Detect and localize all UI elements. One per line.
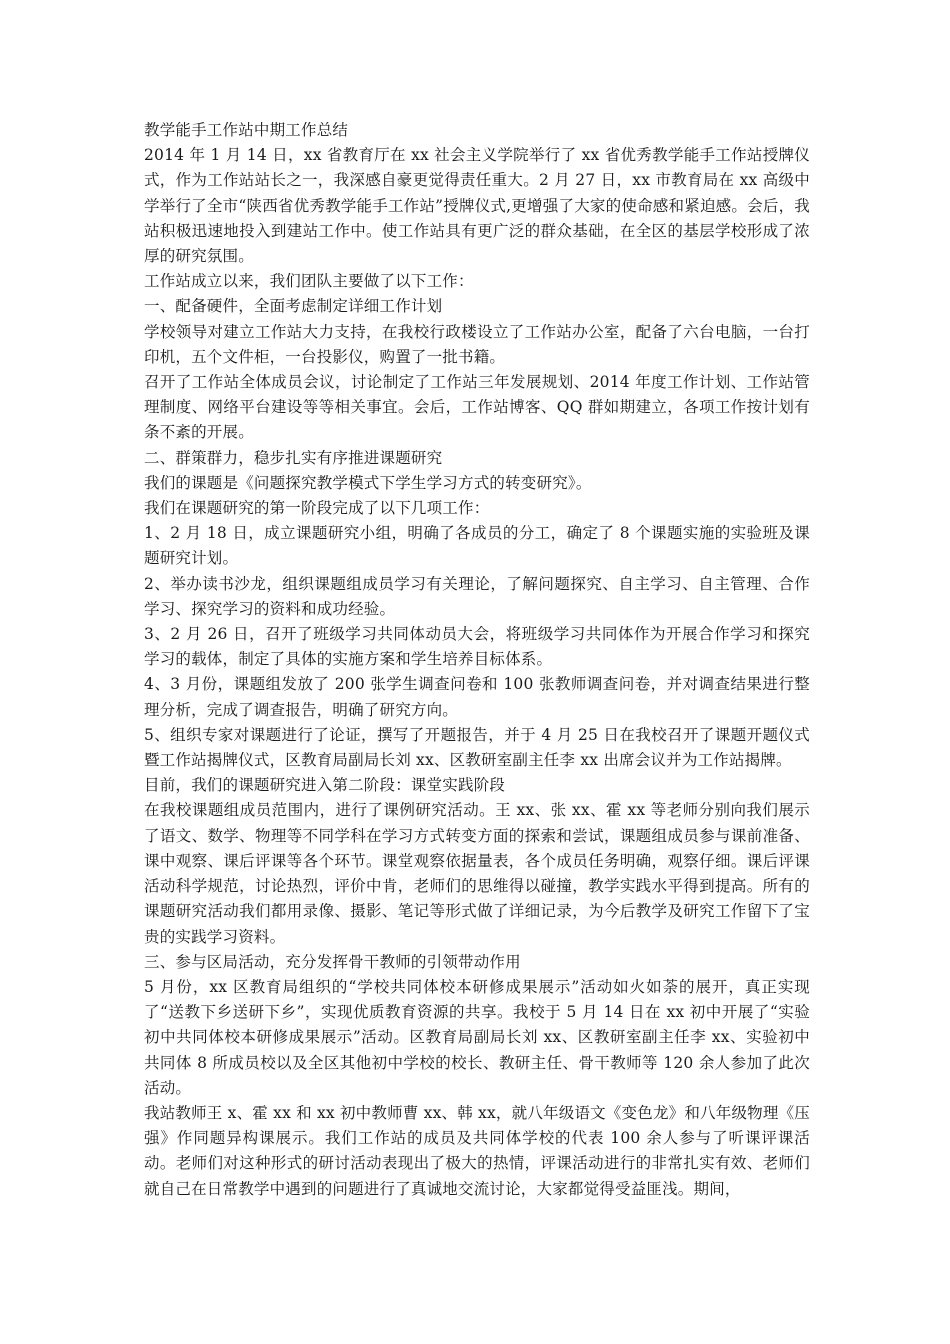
paragraph-demo-lessons: 我站教师王 x、霍 xx 和 xx 初中教师曹 xx、韩 xx，就八年级语文《变色龙》和八年级物理《压强》作同题异构课展示。我们工作站的成员及共同体学校的代表 100 余人参与了听课评课活动。老师们对这种形式的研讨活动表现出了极大的热情，评课活动进行的非常扎实有效、老师们就自己在日常教学中遇到的问题进行了真诚地交流讨论，大家都觉得受益匪浅。期间，: [144, 1103, 810, 1198]
paragraph-hardware: 学校领导对建立工作站大力支持，在我校行政楼设立了工作站办公室，配备了六台电脑，一台打印机，五个文件柜，一台投影仪，购置了一批书籍。: [144, 322, 810, 366]
list-item-3: 3、2 月 26 日，召开了班级学习共同体动员大会，将班级学习共同体作为开展合作学习和探究学习的载体，制定了具体的实施方案和学生培养目标体系。: [144, 625, 810, 669]
paragraph-meeting: 召开了工作站全体成员会议，讨论制定了工作站三年发展规划、2014 年度工作计划、工作站管理制度、网络平台建设等等相关事宜。会后，工作站博客、QQ 群如期建立，各项工作按计划有条不紊的开展。: [144, 373, 810, 442]
list-item-2: 2、举办读书沙龙，组织课题组成员学习有关理论，了解问题探究、自主学习、自主管理、合作学习、探究学习的资料和成功经验。: [144, 574, 810, 618]
list-item-4: 4、3 月份，课题组发放了 200 张学生调查问卷和 100 张教师调查问卷，并对调查结果进行整理分析，完成了调查报告，明确了研究方向。: [144, 675, 810, 719]
paragraph-intro: 2014 年 1 月 14 日，xx 省教育厅在 xx 社会主义学院举行了 xx 省优秀教学能手工作站授牌仪式，作为工作站站长之一，我深感自豪更觉得责任重大。2 月 27 日，xx 市教育局在 xx 高级中学举行了全市“陕西省优秀教学能手工作站”授牌仪式,更增强了大家的使命感和紧迫感。会后，我站积极迅速地投入到建站工作中。使工作站具有更广泛的群众基础，在全区的基层学校形成了浓厚的研究氛围。: [144, 146, 810, 266]
section-heading-3: 三、参与区局活动，充分发挥骨干教师的引领带动作用: [144, 952, 521, 971]
paragraph-phase-one-lead: 我们在课题研究的第一阶段完成了以下几项工作：: [144, 499, 490, 518]
paragraph-phase-two-lead: 目前，我们的课题研究进入第二阶段：课堂实践阶段: [144, 776, 506, 795]
paragraph-lesson-study: 在我校课题组成员范围内，进行了课例研究活动。王 xx、张 xx、霍 xx 等老师分别向我们展示了语文、数学、物理等不同学科在学习方式转变方面的探索和尝试，课题组成员参与课前准备、课中观察、课后评课等各个环节。课堂观察依据量表，各个成员任务明确，观察仔细。课后评课活动科学规范，讨论热烈，评价中肯，老师们的思维得以碰撞，教学实践水平得到提高。所有的课题研究活动我们都用录像、摄影、笔记等形式做了详细记录，为今后教学及研究工作留下了宝贵的实践学习资料。: [144, 801, 810, 946]
document-body: [144, 118, 810, 1202]
section-heading-2: 二、群策群力，稳步扎实有序推进课题研究: [144, 448, 443, 467]
paragraph-district-activity: 5 月份，xx 区教育局组织的“学校共同体校本研修成果展示”活动如火如荼的展开，真正实现了“送教下乡送研下乡”，实现优质教育资源的共享。我校于 5 月 14 日在 xx 初中开展了“实验初中共同体校本研修成果展示”活动。区教育局副局长刘 xx、区教研室副主任李 xx、实验初中共同体 8 所成员校以及全区其他初中学校的校长、教研主任、骨干教师等 120 余人参加了此次活动。: [144, 977, 810, 1097]
paragraph-topic: 我们的课题是《问题探究教学模式下学生学习方式的转变研究》。: [144, 473, 592, 492]
list-item-1: 1、2 月 18 日，成立课题研究小组，明确了各成员的分工，确定了 8 个课题实施的实验班及课题研究计划。: [144, 524, 810, 568]
paragraph-summary-lead: 工作站成立以来，我们团队主要做了以下工作：: [144, 272, 474, 291]
document-title: 教学能手工作站中期工作总结: [144, 121, 349, 139]
section-heading-1: 一、配备硬件，全面考虑制定详细工作计划: [144, 297, 443, 316]
list-item-5: 5、组织专家对课题进行了论证，撰写了开题报告，并于 4 月 25 日在我校召开了课题开题仪式暨工作站揭牌仪式，区教育局副局长刘 xx、区教研室副主任李 xx 出席会议并为工作站揭牌。: [144, 725, 810, 770]
